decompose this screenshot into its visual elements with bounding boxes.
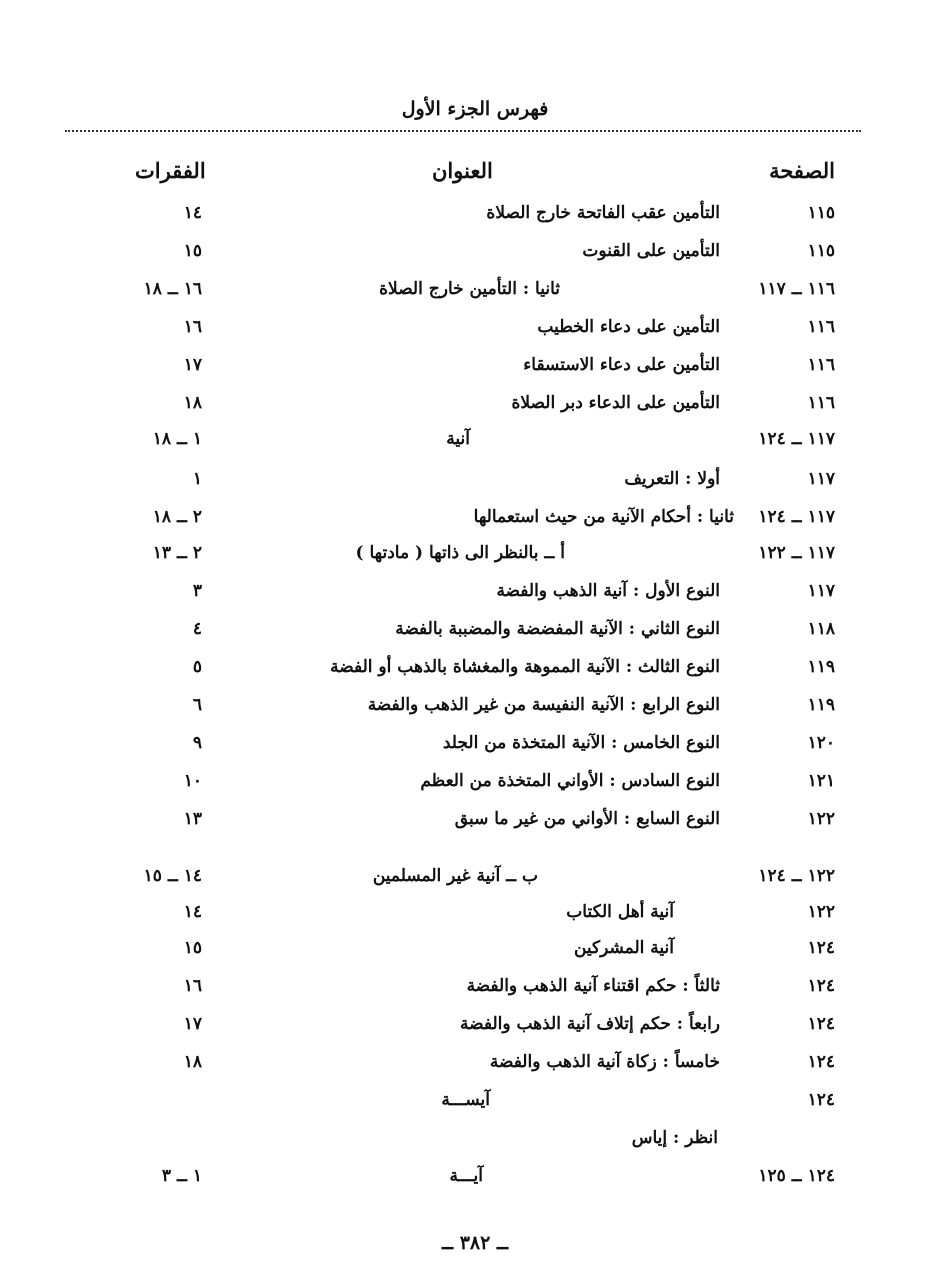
index-row [0, 429, 950, 461]
index-row [0, 203, 950, 235]
index-row [0, 581, 950, 613]
index-row [0, 1090, 950, 1122]
row-title: أ ــ بالنظر الى ذاتها ( مادتها ) [355, 543, 565, 563]
row-title: النوع الأول : آنية الذهب والفضة [496, 581, 720, 601]
row-paragraphs: ١٦ ــ ١٨ [143, 279, 202, 299]
index-row [0, 355, 950, 387]
row-paragraphs: ٦ [192, 695, 202, 715]
index-row [0, 902, 950, 934]
row-page-number: ١١٩ [807, 657, 835, 677]
row-title: ثالثاً : حكم اقتناء آنية الذهب والفضة [466, 976, 720, 996]
row-paragraphs: ٩ [192, 733, 202, 753]
row-title: آنية [446, 429, 470, 449]
row-paragraphs: ٤ [192, 619, 202, 639]
row-page-number: ١١٩ [807, 695, 835, 715]
row-paragraphs: ١٣ [183, 809, 202, 829]
row-paragraphs: ١٧ [183, 355, 202, 375]
row-paragraphs: ١٨ [183, 1052, 202, 1072]
row-title: رابعاً : حكم إتلاف آنية الذهب والفضة [459, 1014, 720, 1034]
row-page-number: ١١٨ [807, 619, 835, 639]
row-page-number: ١٢١ [807, 771, 835, 791]
row-page-number: ١١٦ ــ ١١٧ [758, 279, 835, 299]
row-page-number: ١١٧ ــ ١٢٢ [758, 543, 835, 563]
row-page-number: ١٢٤ [807, 1014, 835, 1034]
index-row [0, 657, 950, 689]
row-paragraphs: ١٧ [183, 1014, 202, 1034]
index-row [0, 507, 950, 539]
row-page-number: ١٢٤ [807, 938, 835, 958]
row-page-number: ١٢٢ [807, 902, 835, 922]
index-row [0, 1014, 950, 1046]
row-page-number: ١١٦ [807, 317, 835, 337]
row-paragraphs: ١٦ [183, 317, 202, 337]
index-row [0, 619, 950, 651]
row-paragraphs: ١٤ ــ ١٥ [143, 866, 202, 886]
row-title: خامساً : زكاة آنية الذهب والفضة [489, 1052, 720, 1072]
index-row [0, 543, 950, 575]
column-header-paragraphs: الفقرات [135, 158, 206, 183]
row-title: النوع السادس : الأواني المتخذة من العظم [420, 771, 720, 791]
row-page-number: ١٢٤ [807, 1052, 835, 1072]
row-page-number: ١١٧ [807, 581, 835, 601]
index-row [0, 1052, 950, 1084]
row-title: آيـــة [449, 1166, 483, 1186]
index-row [0, 695, 950, 727]
row-title: ثانيا : التأمين خارج الصلاة [379, 279, 560, 299]
row-title: التأمين على الدعاء دبر الصلاة [511, 393, 720, 413]
row-page-number: ١١٥ [807, 203, 835, 223]
row-paragraphs: ٥ [192, 657, 202, 677]
index-row [0, 976, 950, 1008]
row-title: آنية أهل الكتاب [566, 902, 674, 922]
row-page-number: ١١٧ ــ ١٢٤ [758, 507, 835, 527]
index-row [0, 866, 950, 898]
row-page-number: ١٢٤ ــ ١٢٥ [758, 1166, 835, 1186]
row-title: انظر : إياس [631, 1128, 718, 1148]
row-paragraphs: ١٥ [183, 241, 202, 261]
row-title: أولا : التعريف [624, 469, 720, 489]
row-paragraphs: ١٨ [183, 393, 202, 413]
index-row [0, 393, 950, 425]
row-page-number: ١١٥ [807, 241, 835, 261]
row-paragraphs: ١٦ [183, 976, 202, 996]
index-row [0, 241, 950, 273]
row-page-number: ١٢٤ [807, 976, 835, 996]
index-row [0, 938, 950, 970]
index-row [0, 317, 950, 349]
row-title: التأمين على دعاء الخطيب [537, 317, 720, 337]
column-header-title: العنوان [432, 158, 493, 183]
index-row [0, 809, 950, 841]
page-header: فهرس الجزء الأول [401, 98, 549, 120]
index-row [0, 469, 950, 501]
row-page-number: ١٢٠ [807, 733, 835, 753]
row-title: النوع الثاني : الآنية المفضضة والمضببة بالفضة [395, 619, 720, 639]
column-header-page: الصفحة [769, 158, 835, 183]
row-title: التأمين عقب الفاتحة خارج الصلاة [486, 203, 720, 223]
row-page-number: ١٢٢ ــ ١٢٤ [758, 866, 835, 886]
row-paragraphs: ١ [192, 469, 202, 489]
row-page-number: ١١٧ ــ ١٢٤ [758, 429, 835, 449]
row-title: آنية المشركين [573, 938, 674, 958]
row-title: التأمين على دعاء الاستسقاء [523, 355, 720, 375]
row-page-number: ١٢٤ [807, 1090, 835, 1110]
index-row [0, 1128, 950, 1160]
row-paragraphs: ١٥ [183, 938, 202, 958]
row-paragraphs: ٢ ــ ١٨ [152, 507, 202, 527]
index-row [0, 771, 950, 803]
row-page-number: ١٢٢ [807, 809, 835, 829]
row-title: ب ــ آنية غير المسلمين [372, 866, 538, 886]
row-paragraphs: ٢ ــ ١٣ [152, 543, 202, 563]
row-title: النوع السابع : الأواني من غير ما سبق [454, 809, 720, 829]
row-paragraphs: ١ ــ ٣ [161, 1166, 202, 1186]
row-title: النوع الثالث : الآنية المموهة والمغشاة بالذهب أو الفضة [330, 657, 720, 677]
row-paragraphs: ١٠ [183, 771, 202, 791]
row-title: ثانيا : أحكام الآنية من حيث استعمالها [473, 507, 734, 527]
index-row [0, 733, 950, 765]
page-number: ــ ٣٨٢ ــ [441, 1232, 509, 1254]
index-row [0, 1166, 950, 1198]
row-title: التأمين على القنوت [582, 241, 720, 261]
row-paragraphs: ٣ [192, 581, 202, 601]
row-title: النوع الرابع : الآنية النفيسة من غير الذهب والفضة [367, 695, 720, 715]
row-page-number: ١١٦ [807, 393, 835, 413]
header-rule [65, 130, 861, 132]
row-paragraphs: ١ ــ ١٨ [152, 429, 202, 449]
row-page-number: ١١٧ [807, 469, 835, 489]
row-paragraphs: ١٤ [183, 902, 202, 922]
row-title: النوع الخامس : الآنية المتخذة من الجلد [442, 733, 720, 753]
row-page-number: ١١٦ [807, 355, 835, 375]
row-paragraphs: ١٤ [183, 203, 202, 223]
index-row [0, 279, 950, 311]
row-title: آيســـة [441, 1090, 490, 1110]
